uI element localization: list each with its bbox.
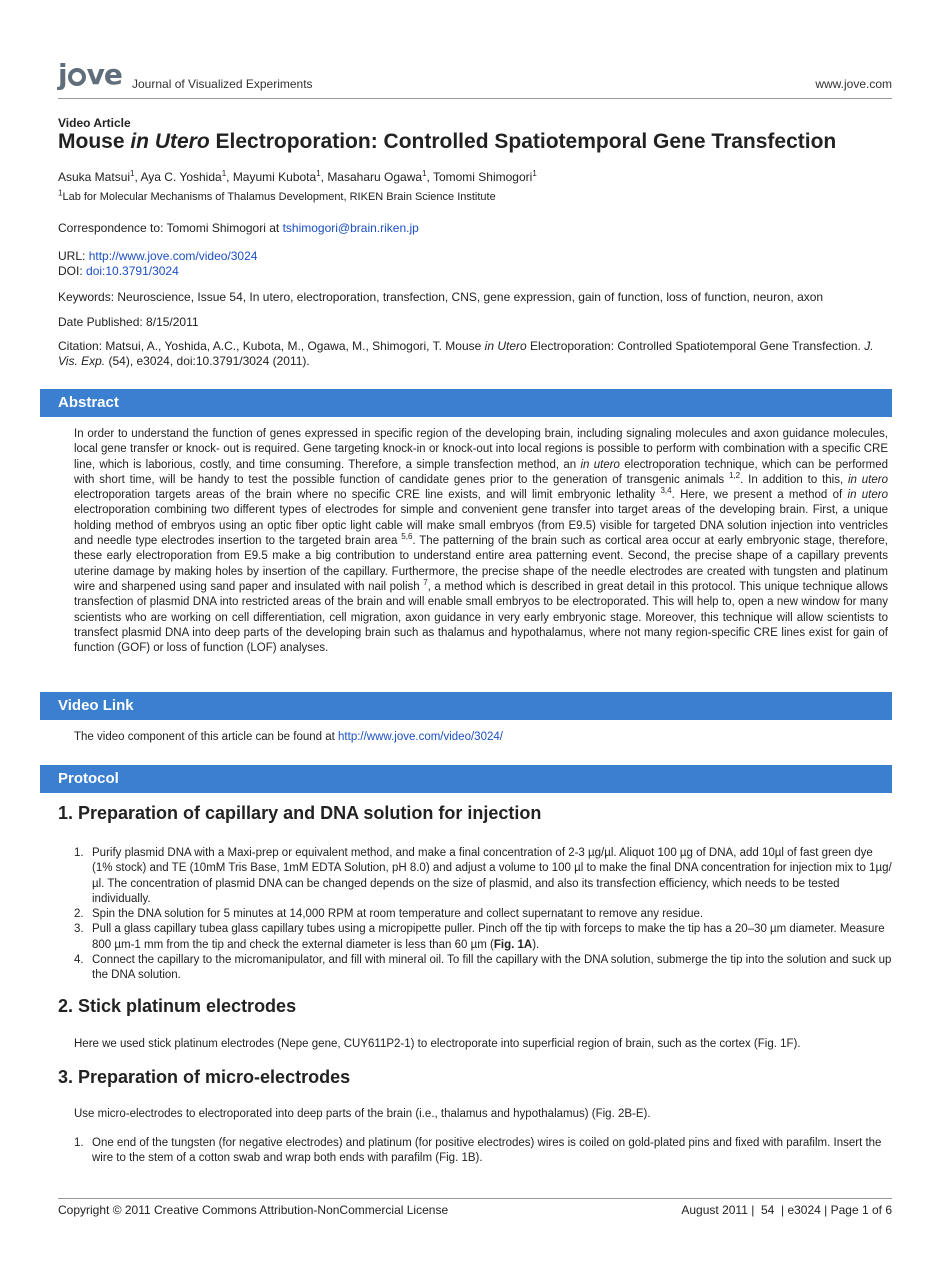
list-item: 4. Connect the capillary to the micromanipulator, and fill with mineral oil. To fill the capillary with the DNA solution, submerge the tip into the solution and suck up the DNA solution. [74,954,892,982]
affiliation: $^1$Lab for Molecular Mechanisms of Thalamus Development, RIKEN Brain Science Institute [58,188,496,203]
video-url-link[interactable]: http://www.jove.com/video/3024/ [338,731,503,743]
doi-link[interactable]: doi:10.3791/3024 [86,264,179,278]
author: Aya C. Yoshida [140,170,222,184]
keywords: Keywords: Neuroscience, Issue 54, In utero, electroporation, transfection, CNS, gene expression, gain of function, loss of function, neuron, axon [58,290,824,304]
section-2-text: Here we used stick platinum electrodes (Nepe gene, CUY611P2-1) to electroporate into superficial region of brain, such as the cortex (Fig. 1F). [74,1038,801,1050]
section-3-text: Use micro-electrodes to electroporated into deep parts of the brain (i.e., thalamus and hypothalamus) (Fig. 2B-E). [74,1108,651,1120]
article-url-link[interactable]: http://www.jove.com/video/3024 [88,249,258,263]
article-title: Mouse in Utero Electroporation: Controlled Spatiotemporal Gene Transfection [58,130,837,153]
author-list: Asuka Matsui$^1$, Aya C. Yoshida$^1$, Mayumi Kubota$^1$, Masaharu Ogawa$^1$, Tomomi Shimogori$^1$ [58,169,537,184]
section-3-title: 3. Preparation of micro-electrodes [58,1067,351,1087]
jove-logo[interactable]: j ve [58,58,122,91]
citation: Citation: Matsui, A., Yoshida, A.C., Kubota, M., Ogawa, M., Shimogori, T. Mouse in Utero Electroporation: Controlled Spatiotemporal Gene Transfection. J. Vis. Exp. (54), e3024, doi:10.3791/3024 (2011). [58,339,874,368]
footer-copyright: Copyright © 2011 Creative Commons Attribution-NonCommercial License [58,1203,449,1217]
list-item: 1. Purify plasmid DNA with a Maxi-prep or equivalent method, and make a final concentration of 2-3 µg/µl. Aliquot 100 µg of DNA, add 10µl of fast green dye (1% stock) and TE (10mM Tris Base, 1mM EDTA Solution, pH 8.0) and adjust a volume to 100 µl to make the final DNA concentration for injection mix to 1µg/µl. The concentration of plasmid DNA can be changed depends on the size of plasmid, and also its transfection efficiency, which needs to be tested individually. [74,847,892,905]
date-published: Date Published: 8/15/2011 [58,315,199,329]
footer-divider [58,1198,892,1199]
footer-page-info: August 2011 | 54 | e3024 | Page 1 of 6 [681,1203,892,1217]
journal-name: Journal of Visualized Experiments [132,77,313,91]
correspondence-email-link[interactable]: tshimogori@brain.riken.jp [282,221,419,235]
list-item: 2. Spin the DNA solution for 5 minutes at 14,000 RPM at room temperature and collect supernatant to remove any residue. [74,908,704,921]
list-item: 1. One end of the tungsten (for negative electrodes) and platinum (for positive electrodes) wires is coiled on gold-plated pins and fixed with parafilm. Insert the wire to the stem of a cotton swab and wrap both ends with parafilm (Fig. 1B). [74,1137,882,1165]
author: Masaharu Ogawa [327,170,423,184]
video-link-text: The video component of this article can be found at http://www.jove.com/video/3024/ [74,731,503,743]
section-1-title: 1. Preparation of capillary and DNA solution for injection [58,803,542,823]
section-3-steps [74,1136,892,1167]
section-2-title: 2. Stick platinum electrodes [58,996,297,1016]
author: Mayumi Kubota [232,170,317,184]
section-1-steps [74,846,892,984]
journal-header [58,58,892,99]
correspondence: Correspondence to: Tomomi Shimogori at tshimogori@brain.riken.jp [58,221,419,235]
protocol-heading: Protocol [40,765,892,793]
video-link-heading: Video Link [40,692,892,720]
article-type: Video Article [58,116,131,130]
site-url[interactable]: www.jove.com [815,77,892,91]
list-item: 3. Pull a glass capillary tubea glass capillary tubes using a micropipette puller. Pinch off the tip with forceps to make the tip has a 20–30 µm diameter. Measure 800 µm-1 mm from the tip and check the external diameter is less than 60 µm (Fig. 1A). [74,923,885,951]
url-doi-block: URL: http://www.jove.com/video/3024 DOI: doi:10.3791/3024 [58,249,258,278]
author: Asuka Matsui [58,170,131,184]
abstract-body: In order to understand the function of genes expressed in specific region of the developing brain, including signaling molecules and axon guidance molecules, local gene transfer or knock- out is required. Gene targeting knock-in or knock-out into local regions is possible to perform with combination with a specific CRE line, which is laborious, costly, and time consuming. Therefore, a simple transfection method, an in utero electroporation technique, which can be performed with short time, will be handy to test the possible function of candidate genes prior to the generation of transgenic animals $^{1,2}$. In addition to this, in utero electroporation targets areas of the brain where no specific CRE line exists, and will limit embryonic lethality $^{3,4}$. Here, we present a method of in utero electroporation combining two different types of electrodes for simple and convenient gene transfer into target areas of the developing brain. First, a unique holding method of embryos using an optic fiber optic light cable will make small embryos (from E9.5) visible for targeted DNA solution injection into ventricles and needle type electrodes insertion to the targeted brain area $^{5,6}$. The patterning of the brain such as cortical area occur at early embryonic stage, therefore, these early electroporation from E9.5 make a big contribution to understand entire area patterning event. Second, the precise shape of a capillary prevents uterine damage by making holes by insertion of the capillary. Furthermore, the precise shape of the needle electrodes are created with tungsten and platinum wire and sharpened using sand paper and insulated with nail polish $^7$, a method which is described in great detail in this protocol. This unique technique allows transfection of plasmid DNA into restricted areas of the brain and will enable small embryos to be electroporated. This will help to, open a new window for many scientists who are working on cell differentiation, cell migration, axon guidance in very early embryonic stage. Moreover, this technique will allow scientists to transfect plasmid DNA into deep parts of the developing brain such as thalamus and hypothalamus, where not many region-specific CRE lines exist for gain of function (GOF) or loss of function (LOF) analyses. [74,428,889,655]
abstract-heading: Abstract [40,389,892,417]
author: Tomomi Shimogori [432,170,533,184]
